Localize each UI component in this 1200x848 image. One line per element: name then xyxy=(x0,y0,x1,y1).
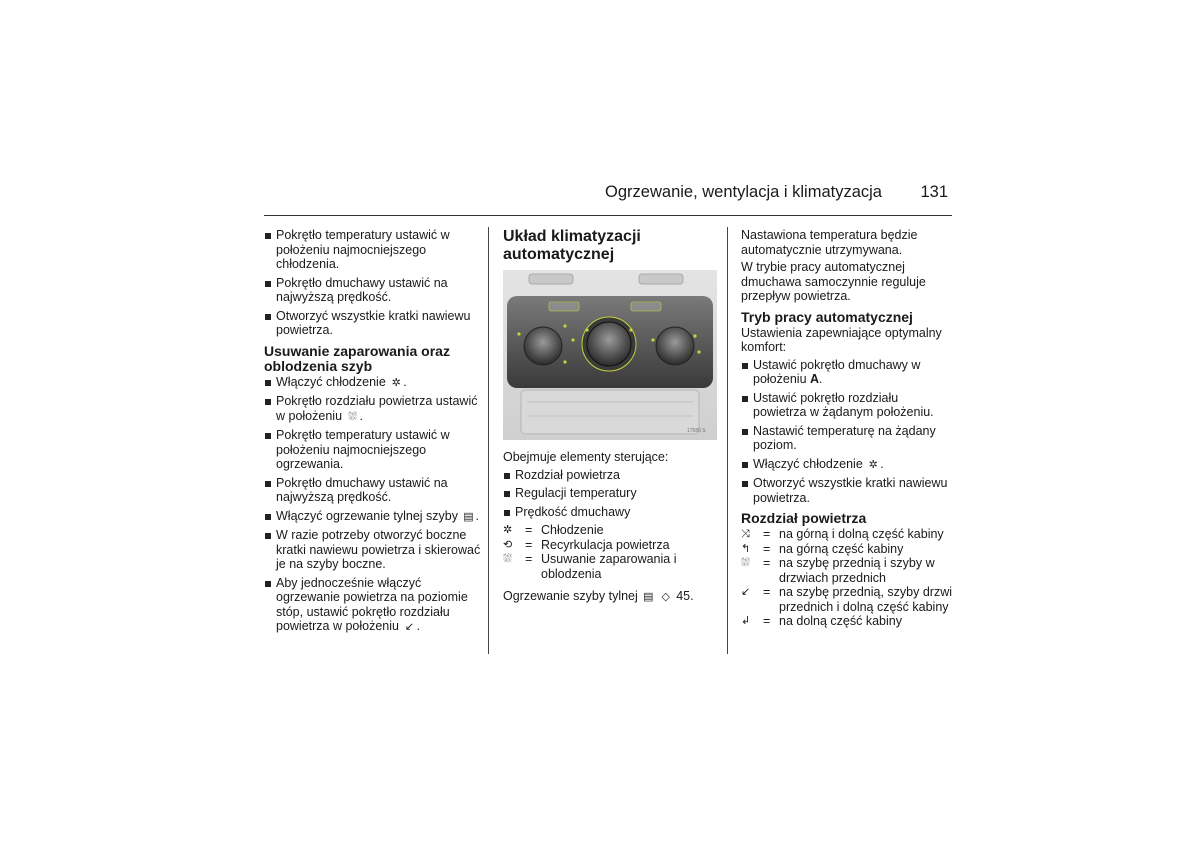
cooling-steps-list xyxy=(264,228,482,338)
snowflake-icon: ✲ xyxy=(391,376,401,389)
list-item: ↲ = na dolną część kabiny xyxy=(741,614,902,628)
vent-windscreen-icon: ⛆ xyxy=(348,410,357,423)
list-item: Otworzyć wszystkie kratki nawiewu powietrza. xyxy=(264,309,482,338)
vent-floor-icon: ↲ xyxy=(741,615,751,627)
list-item: ↰ = na górną część kabiny xyxy=(741,541,904,556)
controls-list xyxy=(503,468,717,520)
section-heading-auto-mode: Tryb pracy automatycznej xyxy=(741,308,913,325)
climate-control-panel-image xyxy=(503,270,717,440)
list-item: ⛆ = na szybę przednią i szyby w drzwiach przednich xyxy=(741,556,935,585)
list-item: Prędkość dmuchawy xyxy=(503,505,717,520)
vent-windscreen-floor-icon: ↙ xyxy=(741,586,751,598)
vent-upper-lower-icon: ⤨ xyxy=(741,528,750,540)
column-divider-1 xyxy=(488,227,489,654)
list-item: ⛆ = Usuwanie zaparowania i oblodzenia xyxy=(503,552,677,581)
list-item: Otworzyć wszystkie kratki nawiewu powietrza. xyxy=(741,476,953,505)
symbol-legend xyxy=(503,523,717,581)
list-item: Pokrętło dmuchawy ustawić na najwyższą prędkość. xyxy=(264,276,482,305)
snowflake-icon: ✲ xyxy=(868,458,878,471)
list-item: Ustawić pokrętło rozdziału powietrza w żądanym położeniu. xyxy=(741,391,953,420)
recirculation-icon: ⟲ xyxy=(503,538,513,551)
auto-mode-steps-list xyxy=(741,358,953,506)
list-item: W razie potrzeby otworzyć boczne kratki nawiewu powietrza i skierować je na szyby boczne. xyxy=(264,528,482,572)
list-item: Włączyć ogrzewanie tylnej szyby ▤ . xyxy=(264,509,482,525)
column-divider-2 xyxy=(727,227,728,654)
list-item: Pokrętło dmuchawy ustawić na najwyższą prędkość. xyxy=(264,476,482,505)
section-heading-air-distribution: Rozdział powietrza xyxy=(741,510,867,526)
column-2 xyxy=(503,228,717,608)
list-item: ✲ = Chłodzenie xyxy=(503,523,604,537)
list-item: Nastawić temperaturę na żądany poziom. xyxy=(741,424,953,453)
list-item: Pokrętło rozdziału powietrza ustawić w położeniu ⛆ . xyxy=(264,394,482,424)
air-distribution-legend xyxy=(741,527,953,629)
defog-steps-list xyxy=(264,375,482,635)
vent-upper-icon: ↰ xyxy=(741,542,751,555)
list-item: Włączyć chłodzenie ✲ . xyxy=(741,457,953,473)
section-heading-auto-climate: Układ klimatyzacji automatycznej xyxy=(503,228,641,263)
paragraph: Ustawienia zapewniające optymalny komfort: xyxy=(741,325,942,354)
list-item: ⟲ = Recyrkulacja powietrza xyxy=(503,537,670,552)
column-1 xyxy=(264,228,482,639)
list-item: ↙ = na szybę przednią, szyby drzwi przednich i dolną część kabiny xyxy=(741,585,952,614)
running-title: Ogrzewanie, wentylacja i klimatyzacja xyxy=(605,183,882,201)
defrost-icon: ⛆ xyxy=(503,553,512,565)
list-item: ⤨ = na górną i dolną część kabiny xyxy=(741,527,944,541)
header-rule xyxy=(264,215,952,216)
list-item: Regulacji temperatury xyxy=(503,486,717,501)
page-number: 131 xyxy=(920,183,948,201)
page-header xyxy=(264,183,952,215)
snowflake-icon: ✲ xyxy=(503,524,513,536)
vent-windscreen-floor-icon: ↙ xyxy=(404,621,415,633)
rear-defrost-icon: ▤ xyxy=(643,591,654,603)
controls-intro: Obejmuje elementy sterujące: xyxy=(503,450,669,464)
paragraph: Nastawiona temperatura będzie automatycznie utrzymywana. xyxy=(741,228,918,257)
rear-window-reference: Ogrzewanie szyby tylnej ▤ ◇ 45. xyxy=(503,589,694,603)
paragraph: W trybie pracy automatycznej dmuchawa samoczynnie reguluje przepływ powietrza. xyxy=(741,260,926,303)
rear-defrost-icon: ▤ xyxy=(463,510,474,523)
list-item: Pokrętło temperatury ustawić w położeniu najmocniejszego ogrzewania. xyxy=(264,428,482,472)
image-code: 17580 S xyxy=(687,428,706,434)
list-item: Włączyć chłodzenie ✲ . xyxy=(264,375,482,391)
column-3 xyxy=(741,228,953,629)
vent-windscreen-icon: ⛆ xyxy=(741,557,750,569)
section-heading-defog: Usuwanie zaparowania oraz oblodzenia szyb xyxy=(264,342,450,374)
list-item: Ustawić pokrętło dmuchawy w położeniu A. xyxy=(741,358,953,387)
page-ref-arrow-icon: ◇ xyxy=(661,591,670,603)
list-item: Pokrętło temperatury ustawić w położeniu najmocniejszego chłodzenia. xyxy=(264,228,482,272)
list-item: Aby jednocześnie włączyć ogrzewanie powietrza na poziomie stóp, ustawić pokrętło rozdziału powietrza w położeniu ↙ . xyxy=(264,576,482,635)
list-item: Rozdział powietrza xyxy=(503,468,717,483)
